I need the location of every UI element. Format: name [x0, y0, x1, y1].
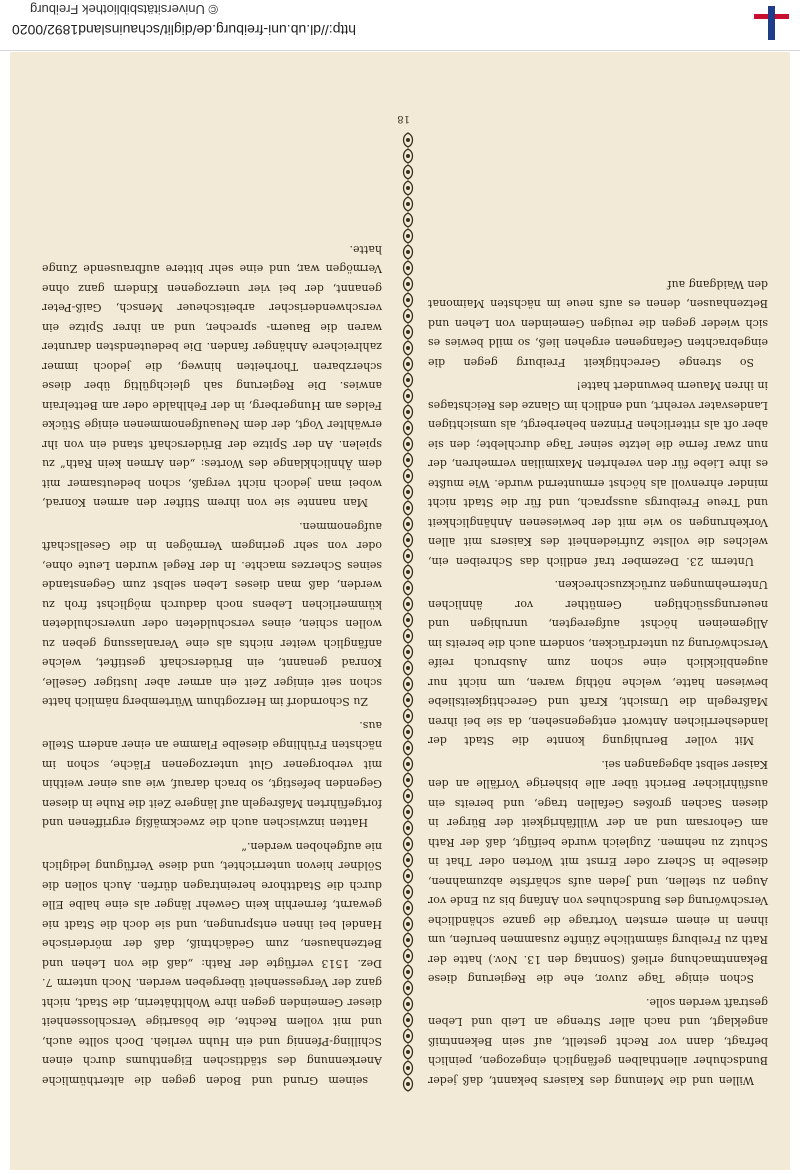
copyright-notice: © Universitätsbibliothek Freiburg — [30, 2, 219, 17]
page-content-rotated — [10, 52, 790, 1170]
paragraph: Hatten inzwischen auch die zweckmäßig ergriffenen und fortgeführten Maßregeln auf längere Zeit die Ruhe in diesen Gegenden befestigt, so brach darauf, wie aus einer weithin mit verborgener Glut unterzogenen Fläche, schon im nächsten Frühlinge dieselbe Flamme an einer andern Stelle aus. — [42, 719, 382, 830]
university-library-logo-icon — [750, 4, 794, 42]
paragraph: Schon einige Tage zuvor, ehe die Regierung diese Bekanntmachung erließ (Sonntag den 13. Nov.) hatte der Rath zu Freiburg sämmtliche Zünfte zusammen berufen, um ihnen in einem ernsten Vortrage die ganze schändliche Verschwörung des Bundschuhes von Anfang bis zu Ende vor Augen zu stellen, und Jeden aufs schärfste abzumahnen, dieselbe in Scherz oder Ernst mit Worten oder That in Schutz zu nehmen. Zugleich wurde beifügt, daß der Rath am Gehorsam und an der Willfährigkeit der Bürger in diesen Sachen großes Gefallen trage, und bereits ein ausführlicher Bericht über alle bisherige Vorfälle an den Kaiser selbst abgegangen sei. — [428, 758, 768, 986]
text-column-right — [42, 236, 382, 1091]
text-column-left — [428, 271, 768, 1091]
document-url[interactable]: http://dl.ub.uni-freiburg.de/diglit/schauinsland1892/0020 — [12, 22, 357, 38]
paragraph: So strenge Gerechtigkeit Freiburg gegen die eingebrachten Gefangenen ergehen ließ, so mild bewies es sich wieder gegen die reuigen Gemeinden von Lehen und Betzenhausen, denen es aufs neue im nächsten Maimonat den Waidgang auf — [428, 278, 768, 369]
paragraph: seinem Grund und Boden gegen die alterthümliche Anerkennung des städtischen Eigenthums durch einen Schilling-Pfennig und ein Huhn verlieh. Doch sollte auch, und mit vollem Rechte, die bösartige Verschlossenheit dieser Gemeinden gegen ihre Wohlthäterin, die Stadt, nicht ganz der Vergessenheit übergeben werden. Noch unterm 7. Dez. 1513 verfügte der Rath: „daß die von Lehen und Betzenhausen, zum Gedächtniß, daß der mörderische Handel bei ihnen entsprungen, und sie doch die Stadt nie gewarnt, fernerhin kein Gewehr länger als eine halbe Elle durch die Stadtthore hereintragen dürfen. Auch sollen die Söldner hievon unterrichtet, und diese Verfügung lediglich nie aufgehoben werden.“ — [42, 840, 382, 1087]
page-number: 18 — [397, 113, 410, 124]
scanned-page — [10, 52, 790, 1170]
paragraph: Man nannte sie von ihrem Stifter den armen Konrad, wobei man jedoch nicht vergaß, schon bedeutsamer mit dem Ähnlichklange des Wortes: „den Armen kein Rath“ zu spielen. An der Spitze der Brüderschaft stand ein von ihr erwählter Vogt, der dem Neuaufgenommenen einige Stücke Feldes am Hungerberg, in der Fehlhalde oder am Bettelrain anwies. Die Regierung sah gleichgültig über diese scherzbaren Thorheiten hinweg, die jedoch immer zahlreichere Anhänger fanden. Die bedeutendsten darunter waren die Bauern- sprecher, und an ihrer Spitze ein verschwenderischer arbeitscheuer Mensch, Gaiß-Peter genannt, der bei vier unerzogenen Kindern ganz ohne Vermögen war, und eine sehr bittere aufbrausende Zunge hatte. — [42, 243, 382, 510]
paragraph: Willen und die Meinung des Kaisers bekannt, daß jeder Bundschuher allenthalben gefänglich eingezogen, peinlich befragt, dann vor Recht gestellt, auf sein Bekenntniß angeklagt, und nach aller Strenge an Leib und Leben gestraft werden solle. — [428, 996, 768, 1087]
paragraph: Mit voller Beruhigung konnte die Stadt der landesherrlichen Antwort entgegensehen, da sie bei ihren Maßregeln die Umsicht, Kraft und Gerechtigkeitsliebe bewiesen hatte, welche nöthig waren, um nicht nur augenblicklich eine schon zum Ausbruch reife Verschwörung zu unterdrücken, sondern auch die bereits im Allgemeinen höchst aufgeregten, unruhigen und neuerungssüchtigen Gemüther vor ähnlichen Unternehmungen zurückzuschrecken. — [428, 578, 768, 748]
ornamental-column-divider — [398, 132, 418, 1092]
paragraph: Zu Schorndorf im Herzogthum Würtemberg nämlich hatte schon seit einiger Zeit ein armer aber lustiger Geselle, Konrad genannt, ein Brüderschaft gestiftet, welche anfänglich weiter nichts als eine Veranlassung geben zu wollen schien, eines verschuldeten oder unverschuldeten kümmerlichen Lebens noch dadurch möglichst froh zu werden, daß man dieses Leben selbst zum Gegenstande seines Scherzes machte. In der Regel wurden Leute ohne, oder von sehr geringem Vermögen in die Gesellschaft aufgenommen. — [42, 520, 382, 709]
viewer-header — [0, 0, 800, 51]
paragraph: Unterm 23. Dezember traf endlich das Schreiben ein, welches die vollste Zufriedenheit des Kaisers mit allen Vorkehrungen so wie mit der bewiesenen Anhänglichkeit und Treue Freiburgs aussprach, und für die Stadt nicht minder ehrenvoll als höchst ermunternd wurde. Wie mußte es ihre Liebe für den verehrten Maximilian vermehren, der nun zwar ferne die letzte seiner Tage durchlebte; den sie aber oft als ritterlichen Prinzen beherbergt, als umsichtigen Landesvater verehrt, und endlich im Glanze des Reichstages in ihren Mauern bewundert hatte! — [428, 379, 768, 568]
